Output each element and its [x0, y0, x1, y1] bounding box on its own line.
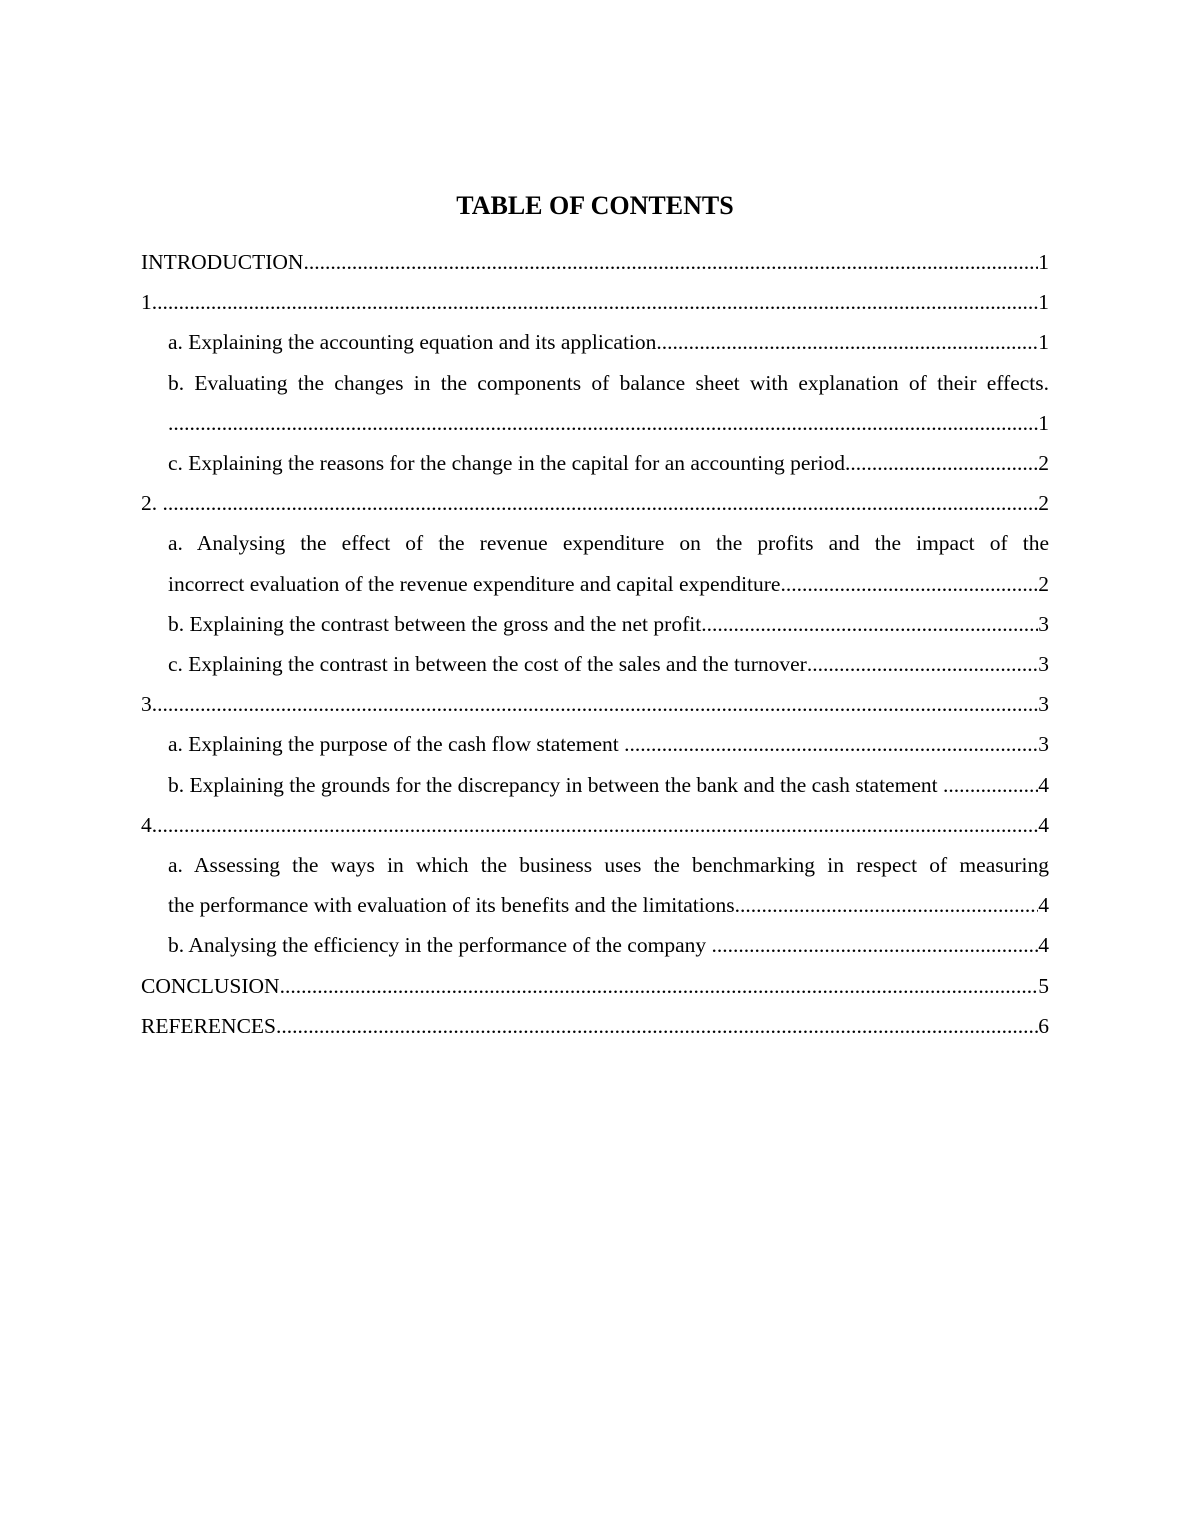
toc-entry-1b[interactable]	[141, 363, 1049, 443]
dot-leader	[943, 765, 1038, 805]
toc-entry-label: 3	[141, 692, 152, 717]
toc-entry-2b[interactable]	[141, 604, 1049, 644]
dot-leader	[711, 925, 1038, 965]
toc-entry-label: c. Explaining the reasons for the change in the capital for an accounting period	[168, 451, 845, 476]
dot-leader	[152, 684, 1039, 724]
toc-entry-page: 4	[1038, 893, 1049, 918]
toc-entry-label: c. Explaining the contrast in between the cost of the sales and the turnover	[168, 652, 807, 677]
toc-entry-label-line1: a. Assessing the ways in which the business uses the benchmarking in respect of measuring	[168, 853, 1049, 878]
toc-list	[141, 242, 1049, 1046]
toc-entry-2a[interactable]	[141, 523, 1049, 603]
toc-entry-label: CONCLUSION	[141, 973, 280, 998]
dot-leader	[701, 604, 1038, 644]
dot-leader	[656, 322, 1038, 362]
toc-entry-label: b. Explaining the contrast between the gross and the net profit	[168, 611, 702, 636]
dot-leader	[624, 724, 1038, 764]
toc-entry-page: 1	[1038, 410, 1049, 435]
dot-leader	[168, 403, 1038, 443]
toc-entry-page: 3	[1038, 652, 1049, 677]
toc-entry-label: 2.	[141, 491, 163, 516]
toc-entry-2c[interactable]	[141, 644, 1049, 684]
toc-entry-page: 3	[1038, 692, 1049, 717]
toc-entry-1c[interactable]	[141, 443, 1049, 483]
toc-entry-3a[interactable]	[141, 724, 1049, 764]
toc-entry-conclusion[interactable]	[141, 966, 1049, 1006]
toc-entry-1a[interactable]	[141, 322, 1049, 362]
dot-leader	[276, 1006, 1038, 1046]
toc-entry-page: 3	[1038, 732, 1049, 757]
toc-entry-introduction[interactable]	[141, 242, 1049, 282]
toc-entry-label: INTRODUCTION	[141, 250, 304, 274]
toc-entry-page: 1	[1038, 290, 1049, 315]
toc-entry-page: 4	[1038, 933, 1049, 958]
toc-entry-label: a. Explaining the purpose of the cash flow statement	[168, 732, 625, 757]
dot-leader	[780, 564, 1038, 604]
toc-entry-label: 1	[141, 290, 152, 315]
dot-leader	[152, 805, 1039, 845]
toc-entry-page: 5	[1038, 973, 1049, 998]
toc-entry-section-4[interactable]	[141, 805, 1049, 845]
toc-entry-label-line1: a. Analysing the effect of the revenue expenditure on the profits and the impact of the	[168, 531, 1049, 556]
toc-entry-4a[interactable]	[141, 845, 1049, 925]
toc-entry-page: 2	[1038, 571, 1049, 596]
toc-entry-4b[interactable]	[141, 925, 1049, 965]
toc-entry-page: 2	[1038, 491, 1049, 516]
toc-entry-page: 6	[1038, 1013, 1049, 1038]
toc-entry-label-line2: incorrect evaluation of the revenue expenditure and capital expenditure	[168, 571, 781, 596]
toc-entry-page: 4	[1038, 772, 1049, 797]
dot-leader	[303, 242, 1038, 282]
dot-leader	[163, 483, 1039, 523]
toc-entry-page: 3	[1038, 611, 1049, 636]
toc-entry-label: 4	[141, 812, 152, 837]
toc-entry-label-line2: the performance with evaluation of its benefits and the limitations	[168, 893, 735, 918]
toc-entry-section-2[interactable]	[141, 483, 1049, 523]
dot-leader	[280, 966, 1039, 1006]
toc-entry-page: 1	[1038, 330, 1049, 355]
toc-entry-section-3[interactable]	[141, 684, 1049, 724]
toc-entry-label-line1: b. Evaluating the changes in the components of balance sheet with explanation of their effects.	[168, 370, 1049, 395]
toc-entry-label: b. Explaining the grounds for the discrepancy in between the bank and the cash statement	[168, 772, 943, 797]
toc-entry-3b[interactable]	[141, 765, 1049, 805]
dot-leader	[152, 282, 1039, 322]
toc-entry-label: REFERENCES	[141, 1013, 276, 1038]
toc-entry-section-1[interactable]	[141, 282, 1049, 322]
document-page	[141, 186, 1049, 1046]
toc-entry-page: 4	[1038, 812, 1049, 837]
toc-entry-label: b. Analysing the efficiency in the performance of the company	[168, 933, 712, 958]
dot-leader	[807, 644, 1038, 684]
dot-leader	[845, 443, 1038, 483]
toc-entry-references[interactable]	[141, 1006, 1049, 1046]
dot-leader	[735, 885, 1039, 925]
toc-entry-label: a. Explaining the accounting equation and its application	[168, 330, 657, 355]
toc-entry-page: 1	[1038, 250, 1049, 274]
toc-title: TABLE OF CONTENTS	[456, 191, 734, 220]
toc-entry-page: 2	[1038, 451, 1049, 476]
